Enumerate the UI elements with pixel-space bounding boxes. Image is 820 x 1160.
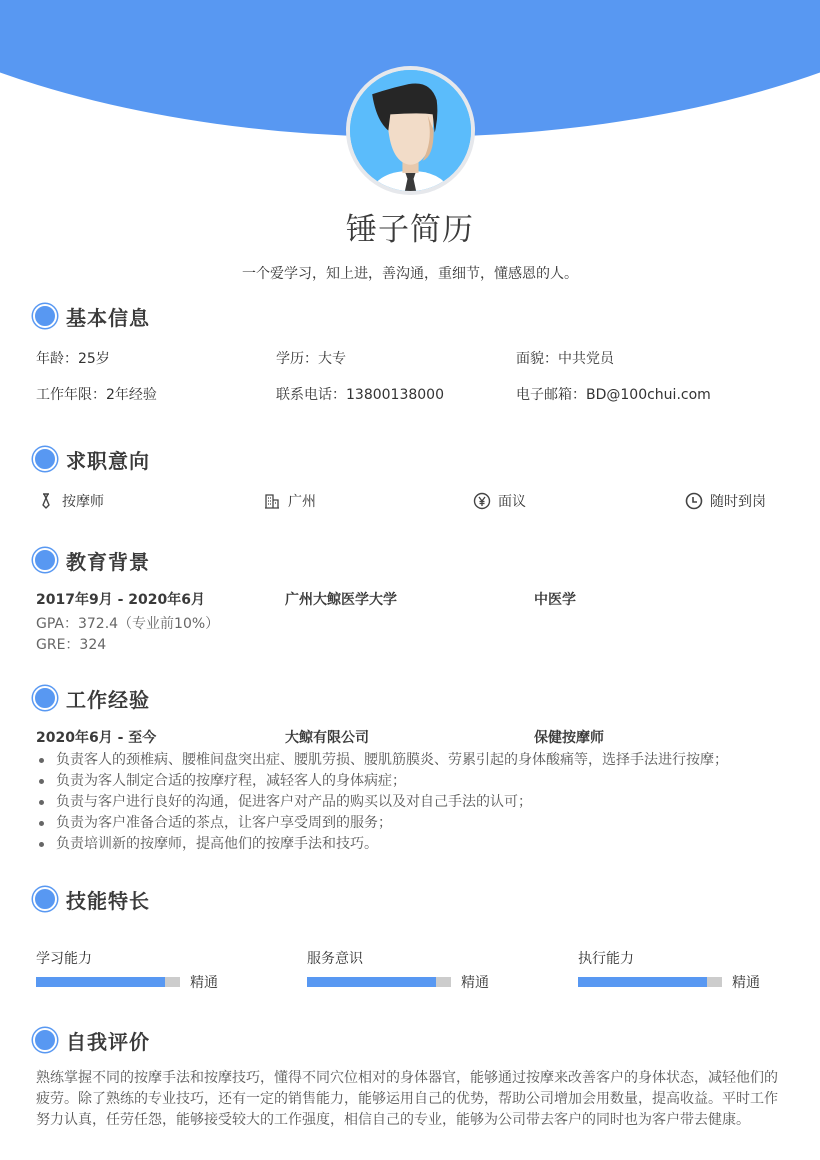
section-education [33,547,150,573]
skill-bar [578,977,722,987]
work-duties-list [36,750,728,855]
section-basic-info [33,303,150,329]
skill-item [307,948,547,992]
person-avatar-icon [350,70,471,191]
section-title: 基本信息 [66,305,150,330]
section-title: 技能特长 [66,888,150,913]
skill-level: 精通 [732,975,760,991]
resume-motto: 一个爱学习，知上进，善沟通，重细节，懂感恩的人。 [242,266,578,282]
tie-icon [37,492,55,510]
list-item: 负责客人的颈椎病、腰椎间盘突出症、腰肌劳损、腰肌筋膜炎、劳累引起的身体酸痛等，选择手法进行按摩； [36,750,728,771]
skill-level: 精通 [190,975,218,991]
section-title: 工作经验 [66,687,150,712]
list-item: 负责与客户进行良好的沟通，促进客户对产品的购买以及对自己手法的认可； [36,792,728,813]
skill-item [36,948,276,992]
skill-name: 学习能力 [36,951,92,967]
work-title: 保健按摩师 [534,730,604,746]
phone: 联系电话：13800138000 [276,387,444,403]
skill-bar [36,977,180,987]
intent-position: 按摩师 [37,491,104,511]
section-title: 自我评价 [66,1029,150,1054]
intent-salary: 面议 [473,491,526,511]
education-major: 中医学 [534,592,576,608]
work-period: 2020年6月 - 至今 [36,730,157,746]
avatar [346,66,475,195]
education-level: 学历：大专 [276,351,346,367]
education-gpa: GPA：372.4（专业前10%） [36,616,220,632]
section-bullet-icon [33,304,57,328]
building-icon [263,492,281,510]
list-item: 负责为客人制定合适的按摩疗程，减轻客人的身体病症； [36,771,728,792]
section-bullet-icon [33,1028,57,1052]
clock-icon [685,492,703,510]
education-period: 2017年9月 - 2020年6月 [36,592,205,608]
skill-level: 精通 [461,975,489,991]
section-job-intent [33,446,150,472]
section-bullet-icon [33,686,57,710]
section-bullet-icon [33,447,57,471]
work-company: 大鲸有限公司 [285,730,369,746]
education-school: 广州大鲸医学大学 [285,592,397,608]
section-title: 教育背景 [66,549,150,574]
section-work [33,685,150,711]
list-item: 负责为客户准备合适的茶点，让客户享受周到的服务； [36,813,728,834]
skill-name: 执行能力 [578,951,634,967]
intent-availability: 随时到岗 [685,491,766,511]
section-skills [33,886,150,912]
resume-name: 锤子简历 [346,212,474,248]
skill-bar [307,977,451,987]
education-gre: GRE：324 [36,637,107,653]
age: 年龄：25岁 [36,351,110,367]
work-years: 工作年限：2年经验 [36,387,157,403]
section-bullet-icon [33,548,57,572]
skill-item [578,948,818,992]
section-self-eval [33,1027,150,1053]
yen-icon [473,492,491,510]
self-evaluation-text: 熟练掌握不同的按摩手法和按摩技巧，懂得不同穴位相对的身体器官，能够通过按摩来改善客户的身体状态，减轻他们的疲劳。除了熟练的专业技巧，还有一定的销售能力，能够运用自己的优势，帮助公司增加会用数量，提高收益。平时工作努力认真，任劳任怨，能够接受较大的工作强度，相信自己的专业，能够为公司带去客户的同时也为客户带去健康。 [36,1070,778,1128]
section-title: 求职意向 [66,448,150,473]
skill-name: 服务意识 [307,951,363,967]
list-item: 负责培训新的按摩师，提高他们的按摩手法和技巧。 [36,834,728,855]
section-bullet-icon [33,887,57,911]
political-status: 面貌：中共党员 [516,351,614,367]
email: 电子邮箱：BD@100chui.com [516,387,711,403]
intent-city: 广州 [263,491,316,511]
